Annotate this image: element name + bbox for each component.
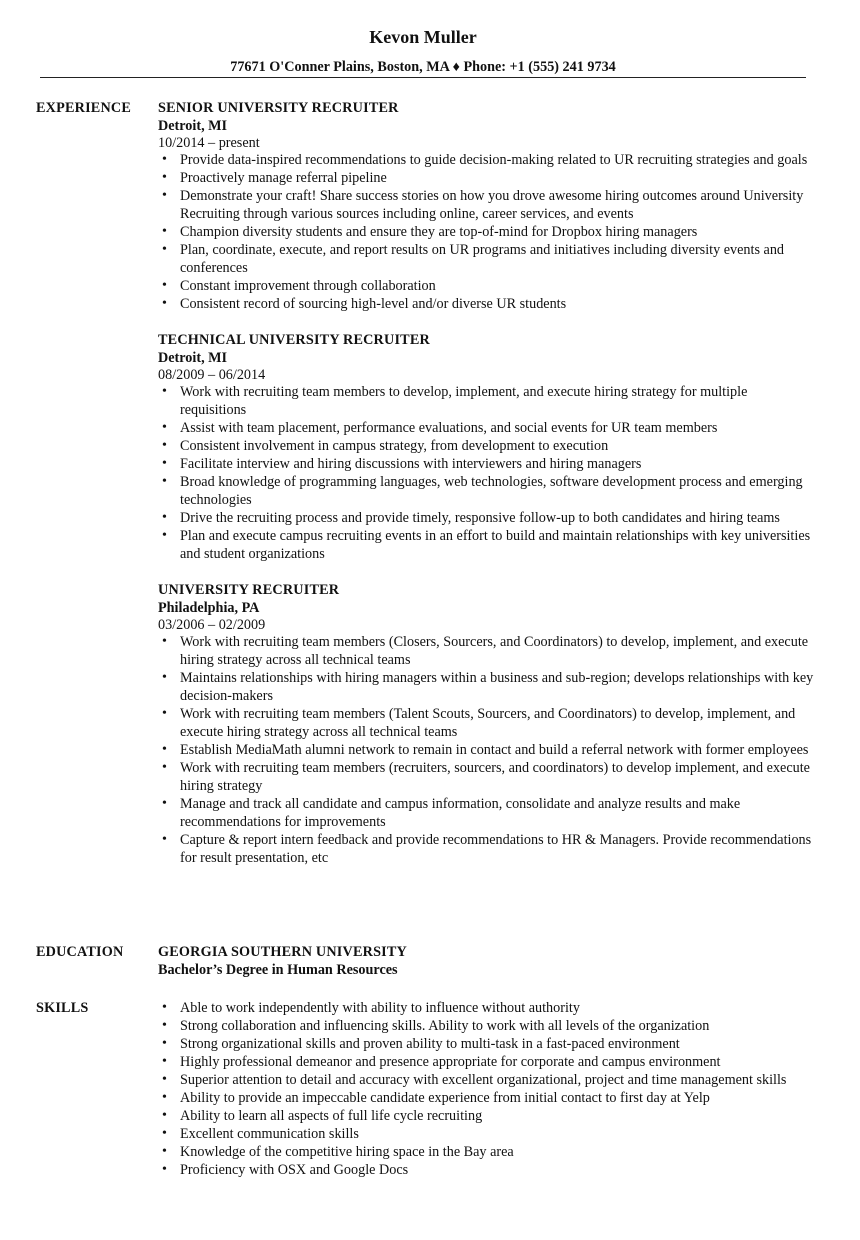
candidate-name: Kevon Muller — [369, 27, 477, 47]
list-item: • Work with recruiting team members (Closers, Sourcers, and Coordinators) to develop, implement, and execute hiring strategy across all technical teams — [158, 633, 814, 669]
job-location: Detroit, MI — [158, 118, 228, 134]
list-item: • Work with recruiting team members (recruiters, sourcers, and coordinators) to develop implement, and execute hiring strategy — [158, 759, 814, 795]
list-item: • Plan and execute campus recruiting events in an effort to build and maintain relationships with key universities and student organizations — [158, 527, 814, 563]
list-item: • Knowledge of the competitive hiring space in the Bay area — [158, 1143, 814, 1161]
list-item: • Superior attention to detail and accuracy with excellent organizational, project and time management skills — [158, 1071, 814, 1089]
job-bullets — [158, 383, 814, 563]
education-heading: EDUCATION — [36, 944, 124, 960]
job-title: TECHNICAL UNIVERSITY RECRUITER — [158, 332, 430, 348]
list-item: • Provide data-inspired recommendations to guide decision-making related to UR recruiting strategies and goals — [158, 151, 814, 169]
skills-section — [158, 999, 814, 1179]
job-bullets — [158, 633, 814, 867]
list-item: • Ability to provide an impeccable candidate experience from initial contact to first day at Yelp — [158, 1089, 814, 1107]
list-item: • Work with recruiting team members (Talent Scouts, Sourcers, and Coordinators) to develop, implement, and execute hiring strategy across all technical teams — [158, 705, 814, 741]
list-item: • Consistent record of sourcing high-level and/or diverse UR students — [158, 295, 814, 313]
experience-section — [158, 99, 814, 885]
school-name: GEORGIA SOUTHERN UNIVERSITY — [158, 944, 408, 960]
list-item: • Consistent involvement in campus strategy, from development to execution — [158, 437, 814, 455]
job-title: SENIOR UNIVERSITY RECRUITER — [158, 100, 399, 116]
job-entry — [158, 581, 814, 867]
list-item: • Proficiency with OSX and Google Docs — [158, 1161, 814, 1179]
list-item: • Capture & report intern feedback and provide recommendations to HR & Managers. Provide recommendations for result presentation, etc — [158, 831, 814, 867]
list-item: • Broad knowledge of programming languages, web technologies, software development process and emerging technologies — [158, 473, 814, 509]
list-item: • Demonstrate your craft! Share success stories on how you drove awesome hiring outcomes around University Recruiting through various sources including online, career services, and events — [158, 187, 814, 223]
job-dates: 08/2009 – 06/2014 — [158, 367, 266, 383]
list-item: • Plan, coordinate, execute, and report results on UR programs and initiatives including diversity events and conferences — [158, 241, 814, 277]
list-item: • Ability to learn all aspects of full life cycle recruiting — [158, 1107, 814, 1125]
skills-heading: SKILLS — [36, 1000, 89, 1016]
list-item: • Assist with team placement, performance evaluations, and social events for UR team members — [158, 419, 814, 437]
list-item: • Champion diversity students and ensure they are top-of-mind for Dropbox hiring managers — [158, 223, 814, 241]
skills-list — [158, 999, 814, 1179]
job-entry — [158, 331, 814, 563]
job-title: UNIVERSITY RECRUITER — [158, 582, 340, 598]
list-item: • Maintains relationships with hiring managers within a business and sub-region; develops relationships with key decision-makers — [158, 669, 814, 705]
job-entry — [158, 99, 814, 313]
list-item: • Establish MediaMath alumni network to remain in contact and build a referral network with former employees — [158, 741, 814, 759]
contact-line: 77671 O'Conner Plains, Boston, MA ♦ Phone: +1 (555) 241 9734 — [230, 59, 616, 75]
list-item: • Work with recruiting team members to develop, implement, and execute hiring strategy for multiple requisitions — [158, 383, 814, 419]
list-item: • Strong collaboration and influencing skills. Ability to work with all levels of the organization — [158, 1017, 814, 1035]
list-item: • Constant improvement through collaboration — [158, 277, 814, 295]
experience-heading: EXPERIENCE — [36, 100, 132, 116]
job-location: Detroit, MI — [158, 350, 228, 366]
list-item: • Proactively manage referral pipeline — [158, 169, 814, 187]
job-dates: 03/2006 – 02/2009 — [158, 617, 266, 633]
job-location: Philadelphia, PA — [158, 600, 260, 616]
list-item: • Manage and track all candidate and campus information, consolidate and analyze results and make recommendations for improvements — [158, 795, 814, 831]
list-item: • Excellent communication skills — [158, 1125, 814, 1143]
job-bullets — [158, 151, 814, 313]
list-item: • Able to work independently with ability to influence without authority — [158, 999, 814, 1017]
job-dates: 10/2014 – present — [158, 135, 260, 151]
education-section — [158, 943, 814, 979]
list-item: • Drive the recruiting process and provide timely, responsive follow-up to both candidates and hiring teams — [158, 509, 814, 527]
header-divider — [40, 77, 806, 78]
list-item: • Facilitate interview and hiring discussions with interviewers and hiring managers — [158, 455, 814, 473]
degree: Bachelor’s Degree in Human Resources — [158, 962, 398, 978]
list-item: • Highly professional demeanor and presence appropriate for corporate and campus environment — [158, 1053, 814, 1071]
list-item: • Strong organizational skills and proven ability to multi-task in a fast-paced environment — [158, 1035, 814, 1053]
